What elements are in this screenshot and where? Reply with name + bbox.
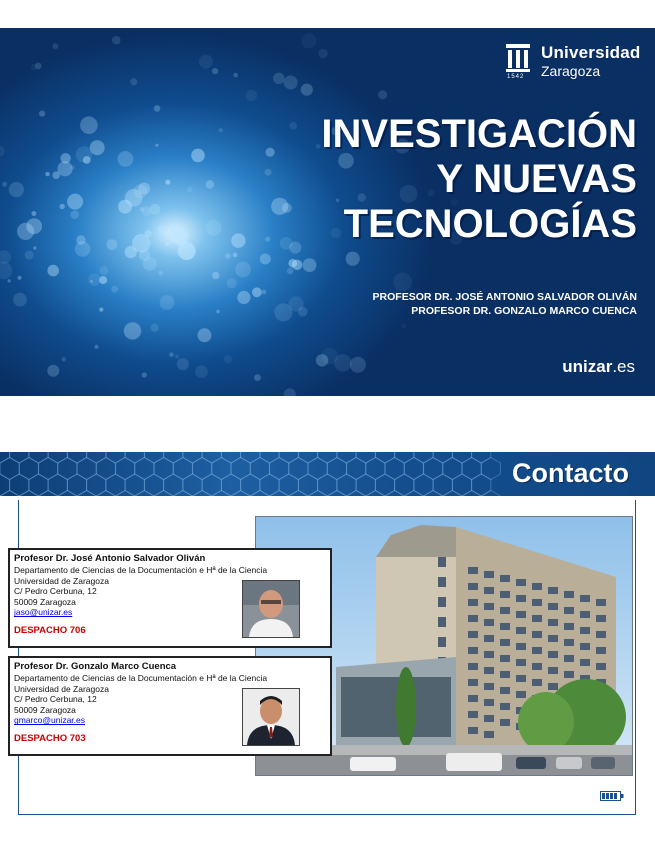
site-url[interactable] [562,357,635,377]
contact-city: 50009 Zaragoza [14,704,76,715]
contact-name: Profesor Dr. José Antonio Salvador Oliván [14,553,206,564]
author-2: PROFESOR DR. GONZALO MARCO CUENCA [411,305,637,317]
contact-email-link[interactable]: gmarco@unizar.es [14,715,85,726]
title-line-3: TECNOLOGÍAS [343,202,637,246]
contact-street: C/ Pedro Cerbuna, 12 [14,694,97,705]
contact-email-link[interactable]: jaso@unizar.es [14,607,73,618]
slide-title: Contacto [512,458,629,488]
university-logo [505,42,645,86]
logo-line-1: Universidad [541,43,641,62]
contact-university: Universidad de Zaragoza [14,683,109,694]
contact-name: Profesor Dr. Gonzalo Marco Cuenca [14,661,177,672]
contact-office: DESPACHO 706 [14,624,86,636]
site-url-tld: .es [612,357,635,376]
contact-photo [242,580,300,638]
contact-university: Universidad de Zaragoza [14,575,109,586]
authors-block [373,290,637,318]
contact-photo [242,688,300,746]
author-1: PROFESOR DR. JOSÉ ANTONIO SALVADOR OLIVÁN [372,291,637,303]
contact-department: Departamento de Ciencias de la Documentación e Hª de la Ciencia [14,565,268,575]
site-url-bold: unizar [562,357,613,376]
presentation-title [321,112,637,247]
contact-card [8,656,332,756]
logo-line-2: Zaragoza [541,63,601,79]
contact-department: Departamento de Ciencias de la Documentación e Hª de la Ciencia [14,673,268,683]
contact-street: C/ Pedro Cerbuna, 12 [14,586,97,597]
title-band [0,452,655,496]
contact-slide [0,452,655,838]
contact-office: DESPACHO 703 [14,732,86,744]
title-line-2: Y NUEVAS [436,157,637,201]
title-slide [0,28,655,396]
title-line-1: INVESTIGACIÓN [321,112,637,156]
contact-city: 50009 Zaragoza [14,596,76,607]
battery-icon [600,791,624,801]
logo-year: 1542 [507,74,525,80]
contact-card [8,548,332,648]
